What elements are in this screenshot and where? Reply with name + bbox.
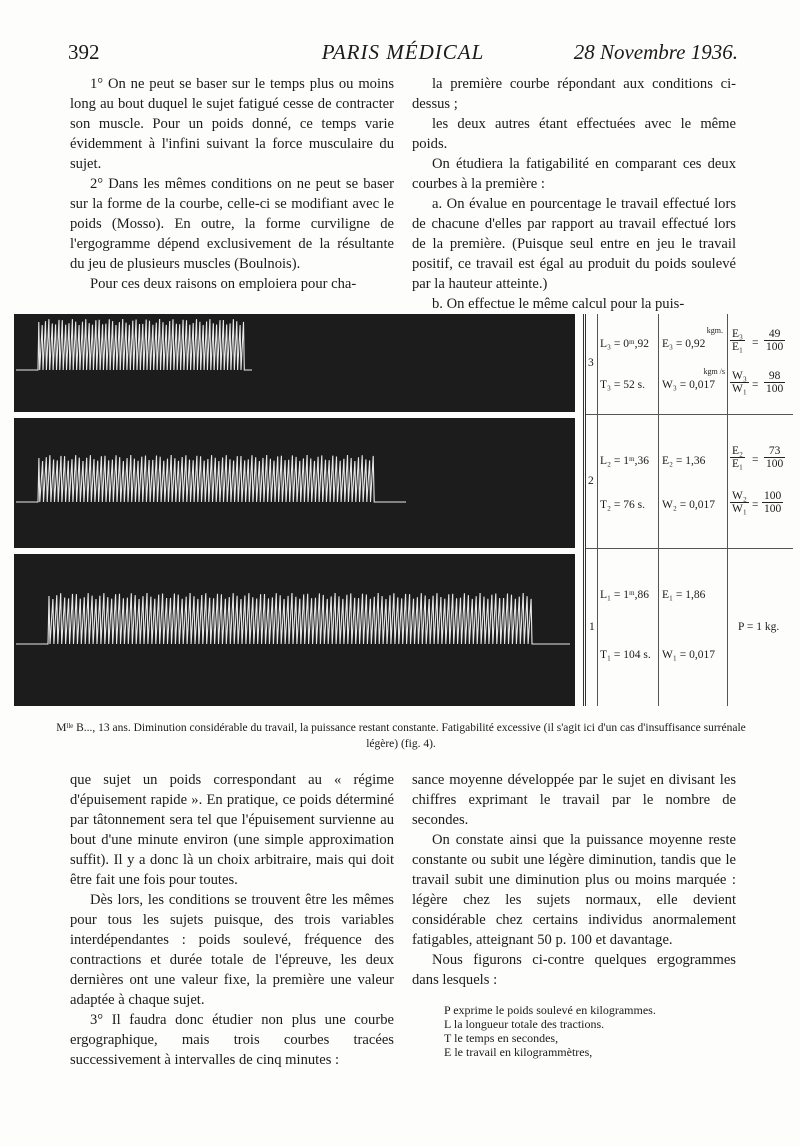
ratio-value: $\frac{73}{100}$ — [766, 445, 784, 470]
paragraph: la première courbe répondant aux conditions ci-dessus ; — [412, 76, 736, 112]
legend-item: T le temps en secondes, — [444, 1031, 559, 1045]
row-number: 2 — [586, 415, 598, 548]
ergogram-figure — [14, 314, 790, 706]
length-value: L₂ = 1ᵐ,36 — [600, 455, 650, 467]
column-bottom-right — [412, 770, 736, 990]
measurements-table — [583, 314, 793, 706]
figure-caption: Mˡˡᵉ B..., 13 ans. Diminution considérable du travail, la puissance restant constante. Fatigabilité excessive (il s'agit ici d'un cas d'insuffisance surrénale légère) (fig. 4). — [56, 722, 746, 750]
ergogram-trace-3-svg — [14, 314, 575, 412]
table-row: 2 L₂ = 1ᵐ,36 T₂ = 76 s. E₂ = 1,36 W₂ = 0,017 $\frac{\text{E₂}}{\text{E₁}}$ = $\frac{73}{100}$ $\frac{\text{W₂}}{\text{W₁}}$ = $\frac{100}{100}$ — [586, 415, 793, 549]
length-value: L₃ = 0ᵐ,92 — [600, 338, 650, 350]
ergogram-trace-line — [16, 455, 406, 502]
page-number: 392 — [68, 40, 100, 64]
work-value: E₁ = 1,86 — [662, 589, 706, 601]
paragraph: On étudiera la fatigabilité en comparant ces deux courbes à la première : — [412, 156, 736, 192]
legend-item: L la longueur totale des tractions. — [444, 1017, 605, 1031]
journal-title: PARIS MÉDICAL — [321, 40, 485, 64]
column-bottom-left — [70, 770, 394, 1070]
length-value: L₁ = 1ᵐ,86 — [600, 589, 650, 601]
ratio-symbol: $\frac{\text{W₃}}{\text{W₁}}$ — [732, 370, 747, 395]
ergogram-trace-line — [16, 319, 252, 370]
unit-label: kgm. — [706, 326, 723, 335]
table-row: 3 L₃ = 0ᵐ,92 T₃ = 52 s. kgm. E₃ = 0,92 kgm /s W₃ = 0,017 $\frac{\text{E₃}}{\text{E₁}}$ = $\frac{49}{100}$ $\frac{\text{W₃}}{\text{W₁}}$ = $\frac{98}{100}$ — [586, 314, 793, 415]
unit-label: kgm /s — [703, 367, 725, 376]
paragraph: On constate ainsi que la puissance moyenne reste constante ou subit une légère diminution, tandis que le travail subit une diminution plus ou moins marquée : légère chez les sujets normaux, elle devient considérable chez certains individus anormalement fatigables, atteignant 50 p. 100 et davantage. — [412, 832, 736, 948]
legend-item: E le travail en kilogrammètres, — [444, 1045, 593, 1059]
ratio-symbol: $\frac{\text{E₂}}{\text{E₁}}$ — [732, 445, 744, 470]
row-number: 1 — [586, 549, 598, 706]
paragraph: sance moyenne développée par le sujet en divisant les chiffres exprimant le travail par le nombre de secondes. — [412, 772, 736, 828]
ratio-value: $\frac{49}{100}$ — [766, 328, 784, 353]
paragraph: a. On évalue en pourcentage le travail effectué lors de chacune d'elles par rapport au travail effectué lors de la première. (Puisque seul entre en jeu le travail positif, ce travail est égal au produit du poids soulevé par la hauteur atteinte.) — [412, 196, 736, 292]
paragraph: que sujet un poids correspondant au « régime d'épuisement rapide ». En pratique, ce poids déterminé par tâtonnement sera tel que l'épuisement survienne au bout d'une minute environ (une simple approximation suffit). Il y a donc là un choix arbitraire, mais qui doit être fait une fois pour toutes. — [70, 772, 394, 888]
ergogram-trace-line — [16, 593, 570, 644]
time-value: T₁ = 104 s. — [600, 649, 651, 661]
table-row — [586, 549, 793, 706]
work-value: E₂ = 1,36 — [662, 455, 706, 467]
paragraph: 1° On ne peut se baser sur le temps plus ou moins long au bout duquel le sujet fatigué cesse de contracter son muscle. Pour un poids donné, ce temps varie évidemment à l'infini suivant la force musculaire du sujet. — [70, 76, 394, 172]
symbol-legend — [444, 1003, 764, 1059]
time-value: T₃ = 52 s. — [600, 379, 645, 391]
row-number: 3 — [586, 314, 598, 414]
weight-value: P = 1 kg. — [738, 621, 780, 633]
power-value: W₃ = 0,017 — [662, 379, 715, 391]
paragraph: les deux autres étant effectuées avec le même poids. — [412, 116, 736, 152]
paragraph: Pour ces deux raisons on emploiera pour cha- — [90, 276, 357, 292]
page-header — [68, 40, 738, 70]
ratio-value: $\frac{100}{100}$ — [764, 490, 782, 515]
work-value: E₃ = 0,92 — [662, 338, 706, 350]
ratio-symbol: $\frac{\text{E₃}}{\text{E₁}}$ — [732, 328, 744, 353]
column-top-left — [70, 74, 394, 294]
ergogram-trace-1 — [14, 554, 575, 706]
paragraph: 3° Il faudra donc étudier non plus une courbe ergographique, mais trois courbes tracées successivement à intervalles de cinq minutes : — [70, 1012, 394, 1068]
ratio-value: $\frac{98}{100}$ — [766, 370, 784, 395]
time-value: T₂ = 76 s. — [600, 499, 645, 511]
ratio-symbol: $\frac{\text{W₂}}{\text{W₁}}$ — [732, 490, 747, 515]
paragraph: b. On effectue le même calcul pour la puis- — [432, 296, 685, 312]
paragraph: 2° Dans les mêmes conditions on ne peut se baser sur la forme de la courbe, celle-ci se modifiant avec le poids (Mosso). En outre, la forme curviligne de l'ergogramme dépend exclusivement de la résultante du jeu de plusieurs muscles (Boulnois). — [70, 176, 394, 272]
ergogram-trace-1-svg — [14, 554, 575, 706]
ergogram-trace-2-svg — [14, 418, 575, 548]
issue-date: 28 Novembre 1936. — [573, 40, 738, 64]
column-top-right — [412, 74, 736, 314]
legend-item: P exprime le poids soulevé en kilogrammes. — [444, 1003, 656, 1017]
ergogram-trace-2 — [14, 418, 575, 548]
paragraph: Nous figurons ci-contre quelques ergogrammes dans lesquels : — [412, 952, 736, 988]
paragraph: Dès lors, les conditions se trouvent être les mêmes pour tous les sujets puisque, des trois variables interdépendantes : poids soulevé, fréquence des contractions et durée totale de l'épreuve, les deux dernières ont une valeur fixe, la première une valeur adaptée à chaque sujet. — [70, 892, 394, 1008]
power-value: W₂ = 0,017 — [662, 499, 715, 511]
ergogram-trace-3 — [14, 314, 575, 412]
power-value: W₁ = 0,017 — [662, 649, 715, 661]
